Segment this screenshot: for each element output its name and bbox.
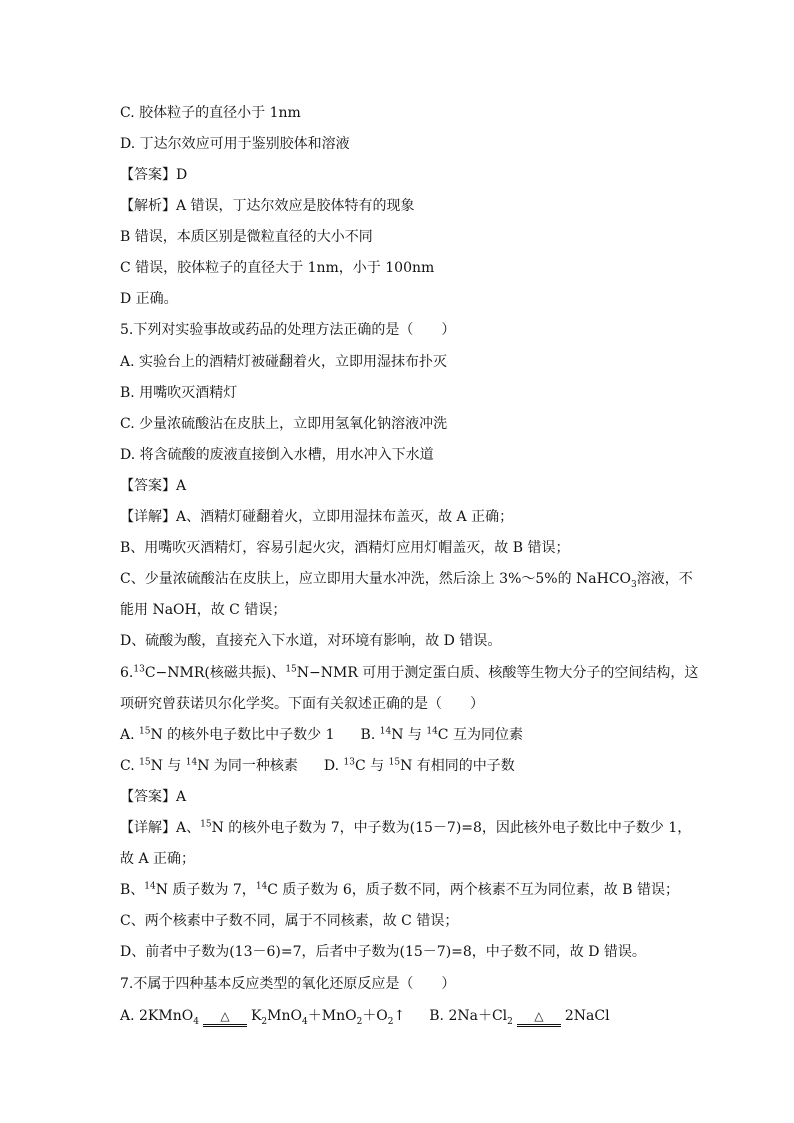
- question-7-stem: 7.不属于四种基本反应类型的氧化还原反应是（ ）: [120, 976, 456, 992]
- option-c-q4: C. 胶体粒子的直径小于 1nm: [120, 105, 301, 121]
- options-cd-q6: C. $^{15}$N 与 $^{14}$N 为同一种核素 D. $^{13}$C 与 $^{15}$N 有相同的中子数: [120, 757, 515, 774]
- question-6-stem-cont: 项研究曾获诺贝尔化学奖。下面有关叙述正确的是（ ）: [120, 696, 484, 712]
- option-d-q5: D. 将含硫酸的废液直接倒入水槽，用水冲入下水道: [120, 447, 434, 463]
- heating-condition-arrow: [514, 1007, 564, 1025]
- options-ab-q7: A. 2KMnO$_4$ △ $K_2MnO_4+MnO_2+O_2↑$ B. $2Na+Cl_2$ △ 2NaCl: [120, 1008, 610, 1027]
- analysis-q4-b: B 错误，本质区别是微粒直径的大小不同: [120, 229, 373, 245]
- option-d-q4: D. 丁达尔效应可用于鉴别胶体和溶液: [120, 136, 350, 152]
- heating-condition-arrow: [200, 1007, 250, 1025]
- question-6-stem: 6.13C−NMR(核磁共振)、$^{15}$N−NMR 可用于测定蛋白质、核酸等生物大分子的空间结构，这: [120, 664, 699, 681]
- option-c-q5: C. 少量浓硫酸沾在皮肤上，立即用氢氧化钠溶液冲洗: [120, 416, 448, 432]
- explanation-q5-d: D、硫酸为酸，直接充入下水道，对环境有影响，故 D 错误。: [120, 633, 502, 649]
- explanation-q5-c-cont: 能用 NaOH，故 C 错误；: [120, 602, 287, 618]
- triangle-heat-icon: △: [220, 1009, 230, 1023]
- triangle-heat-icon: △: [534, 1009, 544, 1023]
- explanation-q6-b: B、$^{14}$N 质子数为 7，$^{14}$C 质子数为 6，质子数不同，两个核素不互为同位素，故 B 错误；: [120, 881, 679, 898]
- explanation-q6-d: D、前者中子数为(13－6)=7，后者中子数为(15－7)=8，中子数不同，故 D 错误。: [120, 944, 646, 960]
- analysis-q4-c: C 错误，胶体粒子的直径大于 1nm，小于 100nm: [120, 260, 435, 276]
- option-a-q5: A. 实验台上的酒精灯被碰翻着火，立即用湿抹布扑灭: [120, 354, 448, 370]
- explanation-q5-b: B、用嘴吹灭酒精灯，容易引起火灾，酒精灯应用灯帽盖灭，故 B 错误；: [120, 540, 570, 556]
- explanation-q5-a: 【详解】A、酒精灯碰翻着火，立即用湿抹布盖灭，故 A 正确；: [120, 509, 514, 525]
- explanation-q5-c: C、少量浓硫酸沾在皮肤上，应立即用大量水冲洗，然后涂上 3%～5%的 NaHCO$_3$溶液，不: [120, 571, 693, 590]
- analysis-q4-d: D 正确。: [120, 291, 178, 307]
- answer-q4: 【答案】D: [120, 167, 188, 183]
- explanation-q6-c: C、两个核素中子数不同，属于不同核素，故 C 错误；: [120, 913, 459, 929]
- option-b-q5: B. 用嘴吹灭酒精灯: [120, 385, 238, 401]
- explanation-q6-a-cont: 故 A 正确；: [120, 851, 196, 867]
- question-5-stem: 5.下列对实验事故或药品的处理方法正确的是（ ）: [120, 322, 456, 338]
- answer-q6: 【答案】A: [120, 789, 187, 805]
- analysis-q4-a: 【解析】A 错误，丁达尔效应是胶体特有的现象: [120, 198, 415, 214]
- answer-q5: 【答案】A: [120, 478, 187, 494]
- explanation-q6-a: 【详解】A、$^{15}$N 的核外电子数为 7，中子数为(15－7)=8，因此核外电子数比中子数少 1，: [120, 819, 692, 836]
- options-ab-q6: A. $^{15}$N 的核外电子数比中子数少 1 B. $^{14}$N 与 $^{14}$C 互为同位素: [120, 726, 523, 743]
